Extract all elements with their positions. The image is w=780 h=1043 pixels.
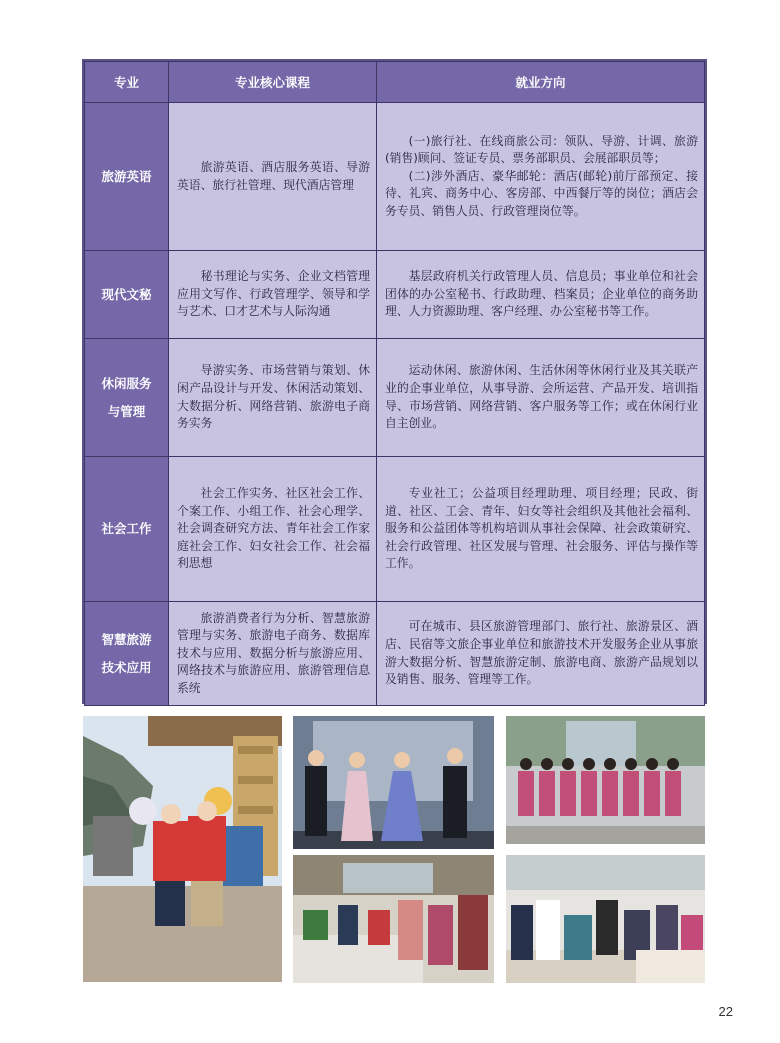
- core-courses: 秘书理论与实务、企业文档管理应用文写作、行政管理学、领导和学与艺术、口才艺术与人际沟通: [169, 251, 377, 339]
- core-courses: 旅游消费者行为分析、智慧旅游管理与实务、旅游电子商务、数据库技术与应用、数据分析与旅游应用、网络技术与旅游应用、旅游管理信息系统: [169, 602, 377, 706]
- table-header-row: [85, 62, 705, 103]
- photo-students-at-scenic-gate: [83, 716, 282, 982]
- header-courses: 专业核心课程: [169, 62, 377, 103]
- major-name: 旅游英语: [85, 103, 169, 251]
- page-number: 22: [718, 1004, 733, 1019]
- career-directions: 专业社工；公益项目经理助理、项目经理；民政、街道、社区、工会、青年、妇女等社会组织及其他社会福利、服务和公益团体等机构培训从事社会保障、社会政策研究、社会行政管理、社区发展与管理、社会服务、评估与操作等工作。: [377, 457, 705, 602]
- career-directions: 基层政府机关行政管理人员、信息员；事业单位和社会团体的办公室秘书、行政助理、档案员；企业单位的商务助理、人力资源助理、客户经理、办公室秘书等工作。: [377, 251, 705, 339]
- career-directions: 可在城市、县区旅游管理部门、旅行社、旅游景区、酒店、民宿等文旅企事业单位和旅游技术开发服务企业从事旅游大数据分析、智慧旅游定制、旅游电商、旅游产品规划以及销售、服务、管理等工作。: [377, 602, 705, 706]
- major-name: 社会工作: [85, 457, 169, 602]
- career-directions: (一)旅行社、在线商旅公司：领队、导游、计调、旅游(销售)顾问、签证专员、票务部职员、会展部职员等； (二)涉外酒店、豪华邮轮：酒店(邮轮)前厅部预定、接待、礼宾、商务中心、客房部、中西餐厅等的岗位；酒店会务专员、销售人员、行政管理岗位等。: [377, 103, 705, 251]
- core-courses: 社会工作实务、社区社会工作、个案工作、小组工作、社会心理学、社会调查研究方法、青年社会工作家庭社会工作、妇女社会工作、社会福利思想: [169, 457, 377, 602]
- header-careers: 就业方向: [377, 62, 705, 103]
- table-row: [85, 457, 705, 602]
- major-name: 休闲服务 与管理: [85, 339, 169, 457]
- major-name: 智慧旅游 技术应用: [85, 602, 169, 706]
- table-row: [85, 602, 705, 706]
- major-name: 现代文秘: [85, 251, 169, 339]
- table-row: [85, 251, 705, 339]
- photo-stage-hosts: [293, 716, 494, 849]
- core-courses: 导游实务、市场营销与策划、休闲产品设计与开发、休闲活动策划、大数据分析、网络营销、旅游电子商务实务: [169, 339, 377, 457]
- table-row: [85, 339, 705, 457]
- majors-table-container: [82, 59, 707, 704]
- header-major: 专业: [85, 62, 169, 103]
- core-courses: 旅游英语、酒店服务英语、导游英语、旅行社管理、现代酒店管理: [169, 103, 377, 251]
- majors-table: [84, 61, 705, 706]
- career-directions: 运动休闲、旅游休闲、生活休闲等休闲行业及其关联产业的企事业单位，从事导游、会所运营、产品开发、培训指导、市场营销、网络营销、客户服务等工作；或在休闲行业自主创业。: [377, 339, 705, 457]
- photo-reception-service: [293, 855, 494, 983]
- photo-students-in-uniforms: [506, 716, 705, 844]
- table-row: [85, 103, 705, 251]
- photo-classroom-practice: [506, 855, 705, 983]
